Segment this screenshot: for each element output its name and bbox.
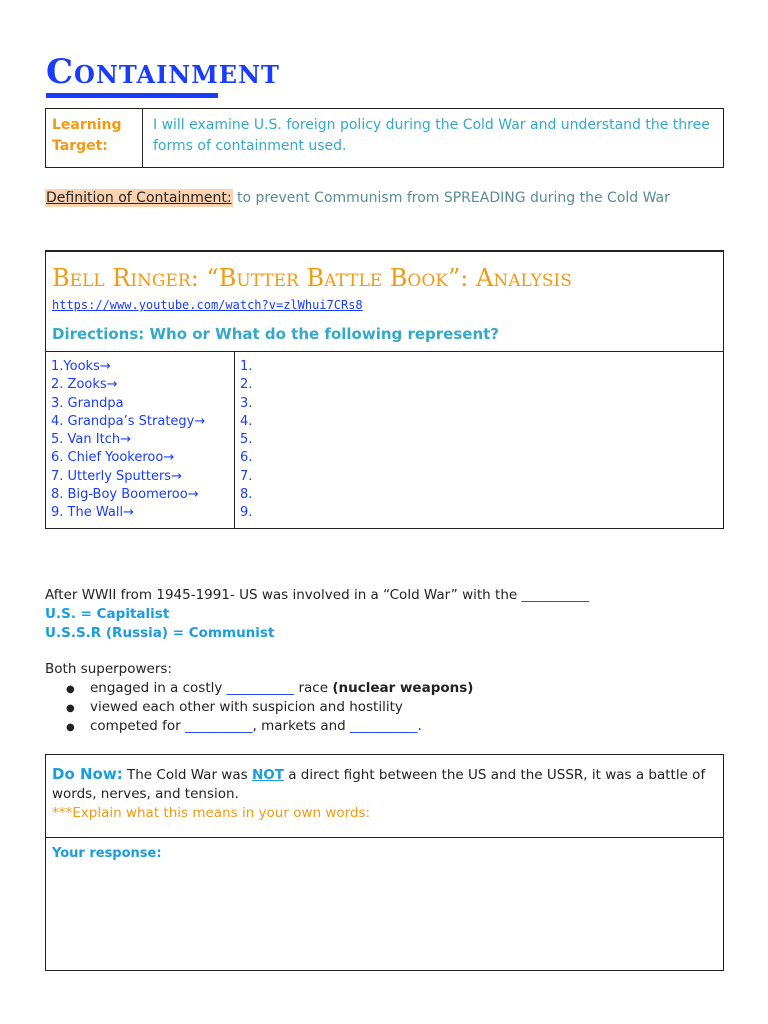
learning-target-text: I will examine U.S. foreign policy during the Cold War and understand the three forms of containment used.: [143, 109, 724, 168]
fill-blank[interactable]: __________: [521, 587, 589, 603]
cold-war-text: After WWII from 1945-1991- US was involved in a “Cold War” with the: [45, 587, 518, 603]
items-column: [46, 352, 235, 528]
do-now-text: a direct fight between the US and the USSR, it was a battle of words, nerves, and tension.: [52, 767, 706, 802]
bullet-text: .: [417, 718, 422, 734]
answers-column: [235, 352, 723, 528]
fill-blank[interactable]: __________: [226, 680, 295, 696]
response-area[interactable]: [46, 838, 723, 970]
superpowers-intro: Both superpowers:: [45, 661, 172, 677]
list-item: 7. Utterly Sputters→: [51, 468, 182, 484]
answer-line[interactable]: 5.: [240, 432, 253, 448]
fill-blank[interactable]: __________: [185, 718, 253, 734]
cold-war-sentence: [45, 586, 589, 605]
do-now-prompt: [46, 755, 723, 838]
do-now-box: [45, 754, 724, 971]
answer-line[interactable]: 7.: [240, 468, 253, 484]
list-item: 5. Van Itch→: [51, 432, 131, 448]
answer-line[interactable]: 4.: [240, 413, 253, 429]
answer-line[interactable]: 9.: [240, 505, 253, 521]
list-item: ● viewed each other with suspicion and hostility: [90, 698, 473, 717]
explain-instruction: ***Explain what this means in your own words:: [52, 805, 371, 821]
definition-line: [45, 190, 670, 206]
learning-target-table: [45, 108, 724, 168]
bullet-text: competed for: [90, 718, 181, 734]
response-label: Your response:: [52, 846, 162, 861]
bullet-text: , markets and: [252, 718, 346, 734]
ussr-communist: U.S.S.R (Russia) = Communist: [45, 625, 275, 641]
answer-line[interactable]: 2.: [240, 377, 253, 393]
answer-line[interactable]: 6.: [240, 450, 253, 466]
fill-blank[interactable]: __________: [350, 718, 418, 734]
title-underline: [46, 93, 218, 98]
bullet-text: race: [298, 680, 329, 696]
list-item: 2. Zooks→: [51, 377, 118, 393]
superpowers-section: [45, 660, 473, 736]
list-item: 9. The Wall→: [51, 505, 134, 521]
answer-line[interactable]: 1.: [240, 359, 253, 374]
superpowers-list: [45, 679, 473, 736]
definition-text: to prevent Communism from SPREADING during the Cold War: [237, 190, 670, 206]
bell-ringer-box: [45, 250, 724, 529]
list-item: 3. Grandpa: [51, 395, 124, 411]
do-now-label: Do Now:: [52, 765, 123, 783]
do-now-text: The Cold War was: [127, 767, 248, 783]
bell-ringer-header: [46, 252, 723, 352]
list-item: 1.Yooks→: [51, 359, 111, 374]
definition-label: Definition of Containment:: [46, 190, 232, 206]
not-emphasis: NOT: [251, 767, 284, 783]
answer-line[interactable]: 8.: [240, 487, 253, 503]
answer-line[interactable]: 3.: [240, 395, 253, 411]
list-item: [90, 679, 473, 698]
cold-war-section: [45, 586, 589, 643]
bullet-text: engaged in a costly: [90, 680, 223, 696]
video-link[interactable]: https://www.youtube.com/watch?v=zlWhui7CRs8: [52, 298, 363, 312]
bell-ringer-table: [46, 352, 723, 528]
bell-ringer-title: Bell Ringer: “Butter Battle Book”: Analysis: [52, 264, 572, 292]
page-title: Containment: [46, 52, 280, 92]
list-item: 4. Grandpa’s Strategy→: [51, 413, 206, 429]
us-capitalist: U.S. = Capitalist: [45, 606, 170, 622]
bullet-bold: (nuclear weapons): [332, 680, 474, 696]
list-item: [90, 717, 473, 736]
bell-ringer-directions: Directions: Who or What do the following represent?: [52, 325, 500, 343]
list-item: 6. Chief Yookeroo→: [51, 450, 175, 466]
learning-target-label: Learning Target:: [46, 109, 143, 168]
list-item: 8. Big-Boy Boomeroo→: [51, 487, 199, 503]
